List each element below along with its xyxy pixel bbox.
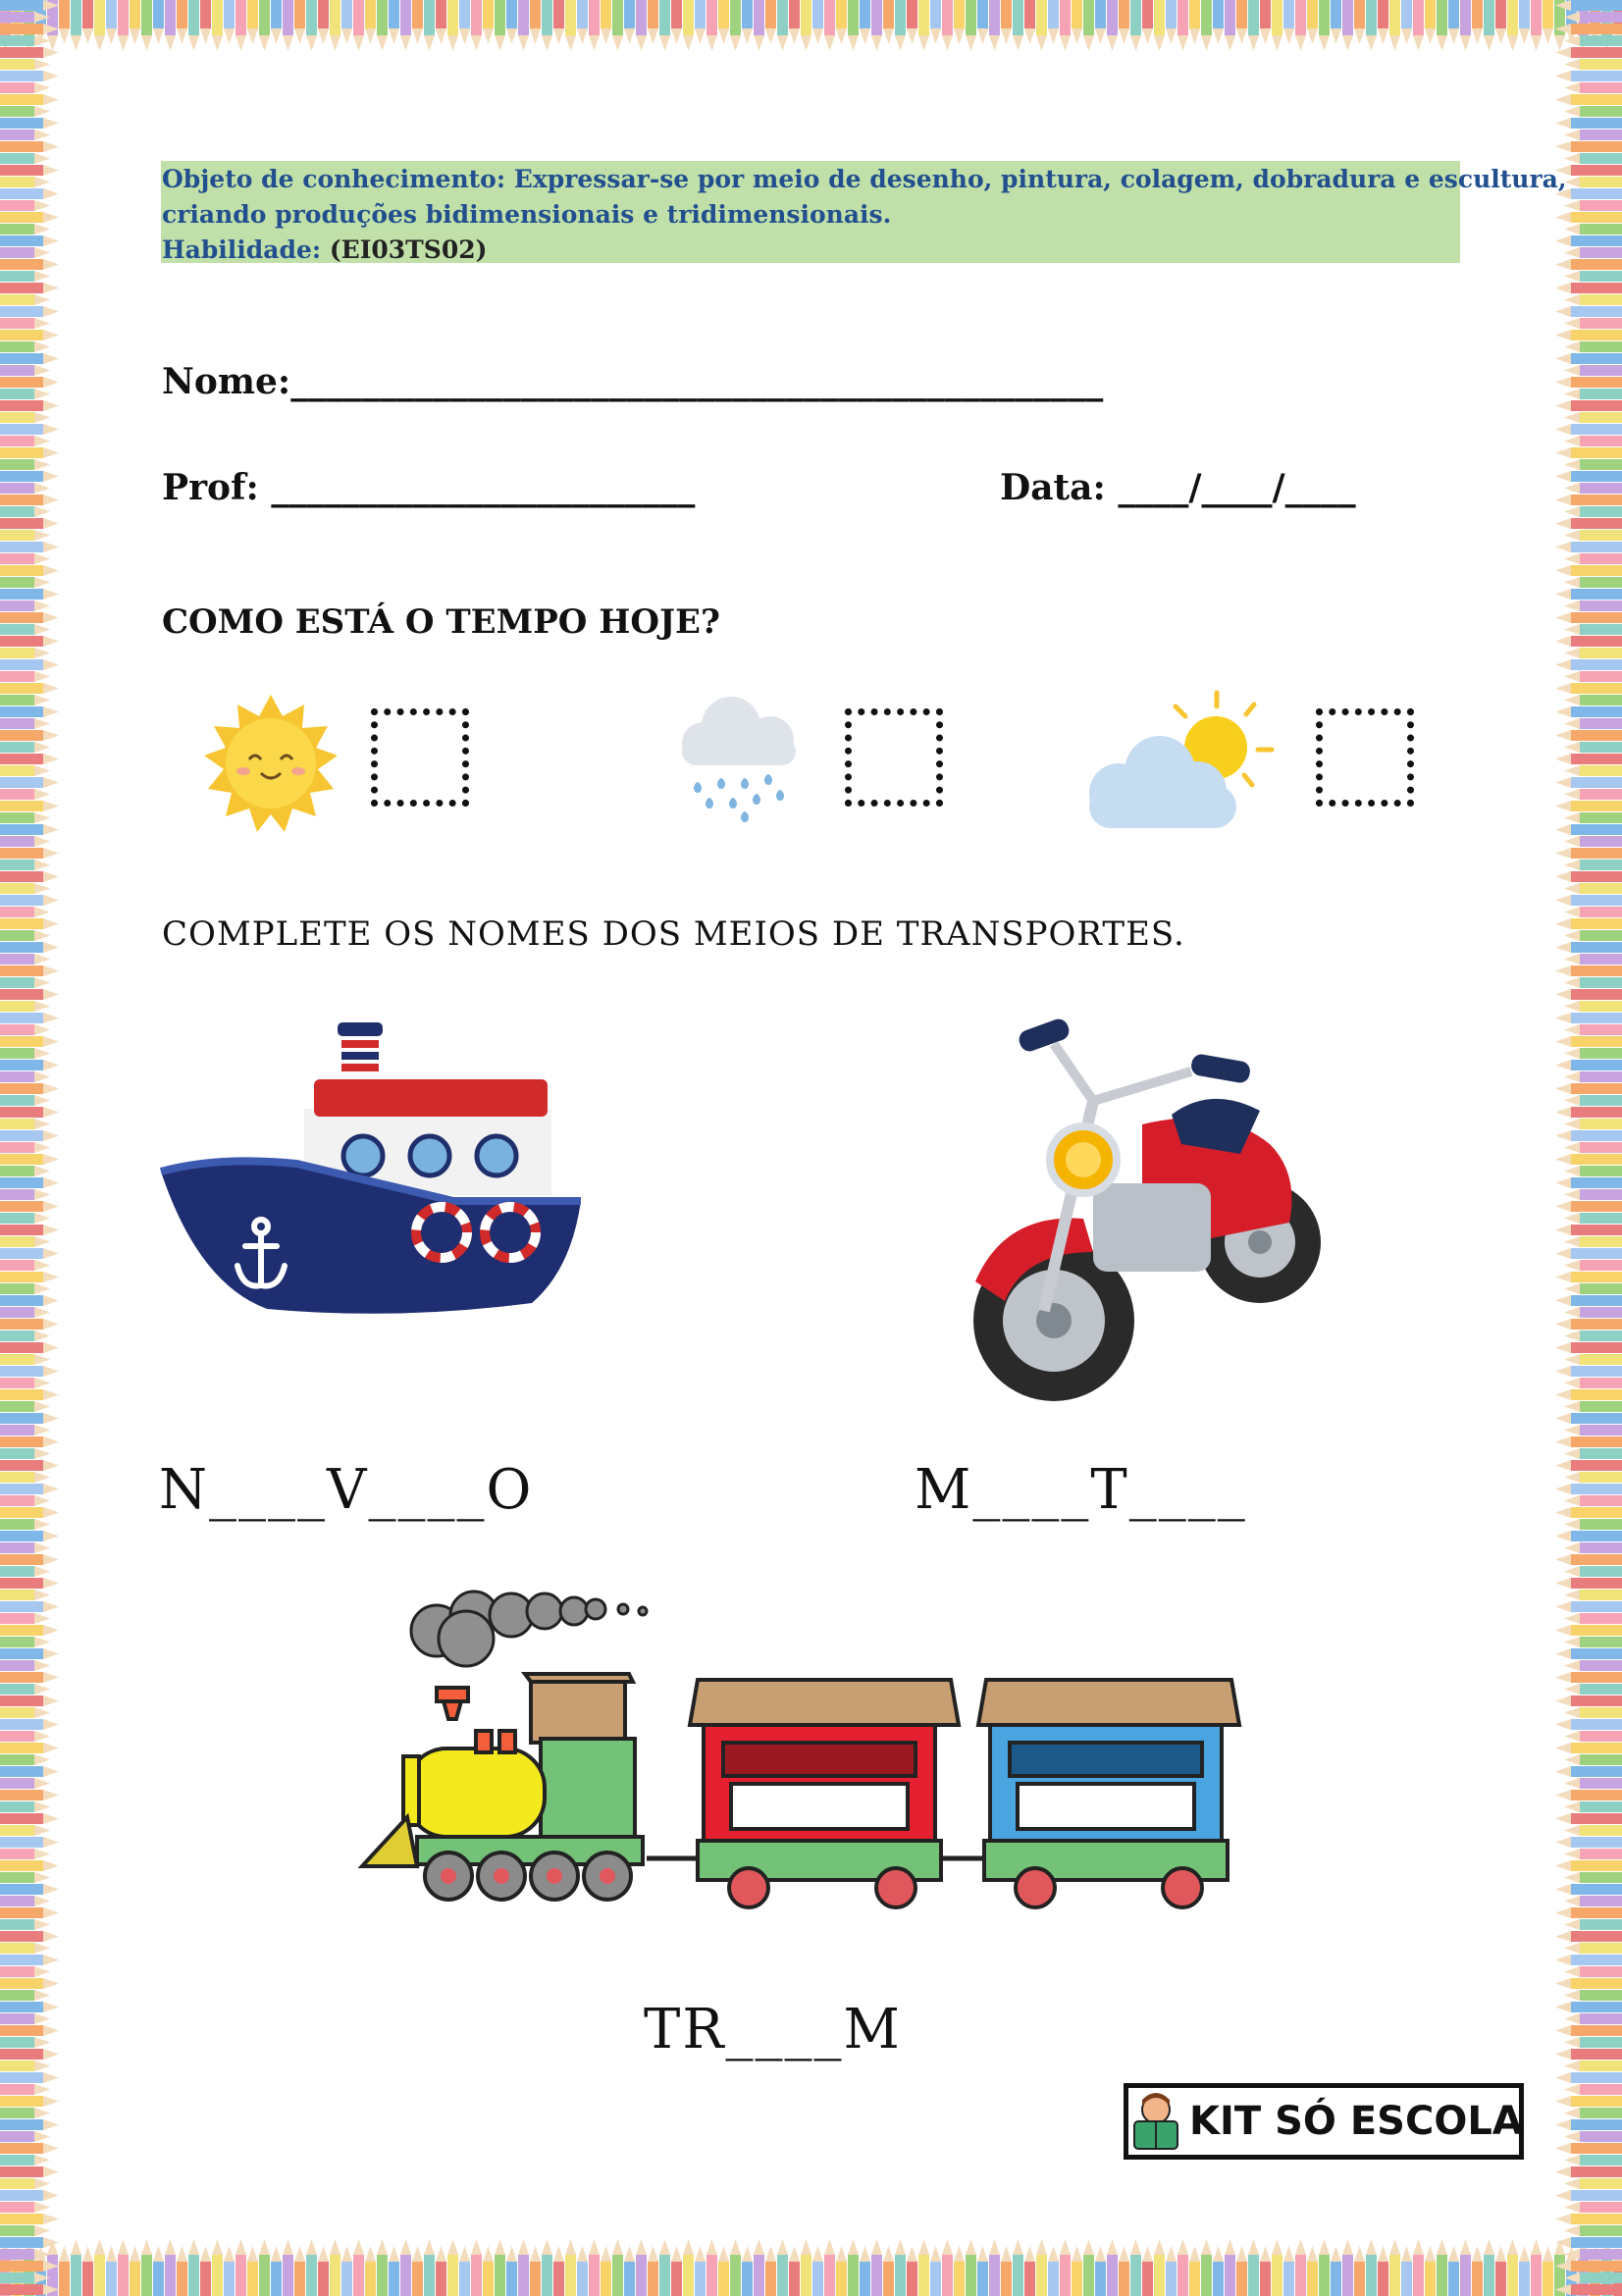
ship-icon xyxy=(159,1018,591,1362)
date-blank[interactable]: ____/____/____ xyxy=(1118,467,1356,508)
objective-line-1: Objeto de conhecimento: Expressar-se por meio de desenho, pintura, colagem, dobradura e escultura, xyxy=(162,165,1567,193)
pencil-border-right xyxy=(1553,0,1622,2296)
train-icon xyxy=(358,1582,1261,1925)
kit-so-escola-logo xyxy=(1124,2083,1524,2160)
teacher-label: Prof: xyxy=(162,467,259,508)
transport-instruction: COMPLETE OS NOMES DOS MEIOS DE TRANSPORTES. xyxy=(162,914,1185,954)
name-label: Nome: xyxy=(162,361,291,402)
train-word: TR____M xyxy=(644,1998,902,2061)
rain-cloud-icon xyxy=(672,693,810,830)
motorcycle-icon xyxy=(946,1017,1338,1419)
objective-line-2: criando produções bidimensionais e tridimensionais. xyxy=(162,200,892,229)
student-reading-icon xyxy=(1128,2092,1183,2151)
pencil-border-top xyxy=(0,0,1622,61)
teacher-field[interactable] xyxy=(162,467,695,508)
sun-icon xyxy=(202,695,340,832)
date-label: Data: xyxy=(1000,467,1106,508)
date-field[interactable] xyxy=(1000,467,1356,508)
weather-title: COMO ESTÁ O TEMPO HOJE? xyxy=(162,602,720,642)
skill-label: Habilidade: xyxy=(162,235,322,264)
partly-cloudy-icon xyxy=(1079,687,1285,834)
pencil-border-left xyxy=(0,0,69,2296)
name-blank[interactable]: ______________________________________________ xyxy=(290,361,1104,402)
sunny-checkbox[interactable] xyxy=(371,708,469,807)
partly-cloudy-checkbox[interactable] xyxy=(1316,708,1414,807)
skill-code: (EI03TS02) xyxy=(329,235,488,264)
pencil-border-bottom xyxy=(0,2235,1622,2296)
skill-line xyxy=(162,235,487,264)
name-field[interactable] xyxy=(162,361,1103,402)
rainy-checkbox[interactable] xyxy=(845,708,943,807)
ship-word: N____V____O xyxy=(159,1458,534,1522)
motorcycle-word: M____T____ xyxy=(915,1458,1247,1522)
logo-text: KIT SÓ ESCOLA xyxy=(1189,2099,1523,2144)
teacher-blank[interactable]: ________________________ xyxy=(271,467,696,508)
